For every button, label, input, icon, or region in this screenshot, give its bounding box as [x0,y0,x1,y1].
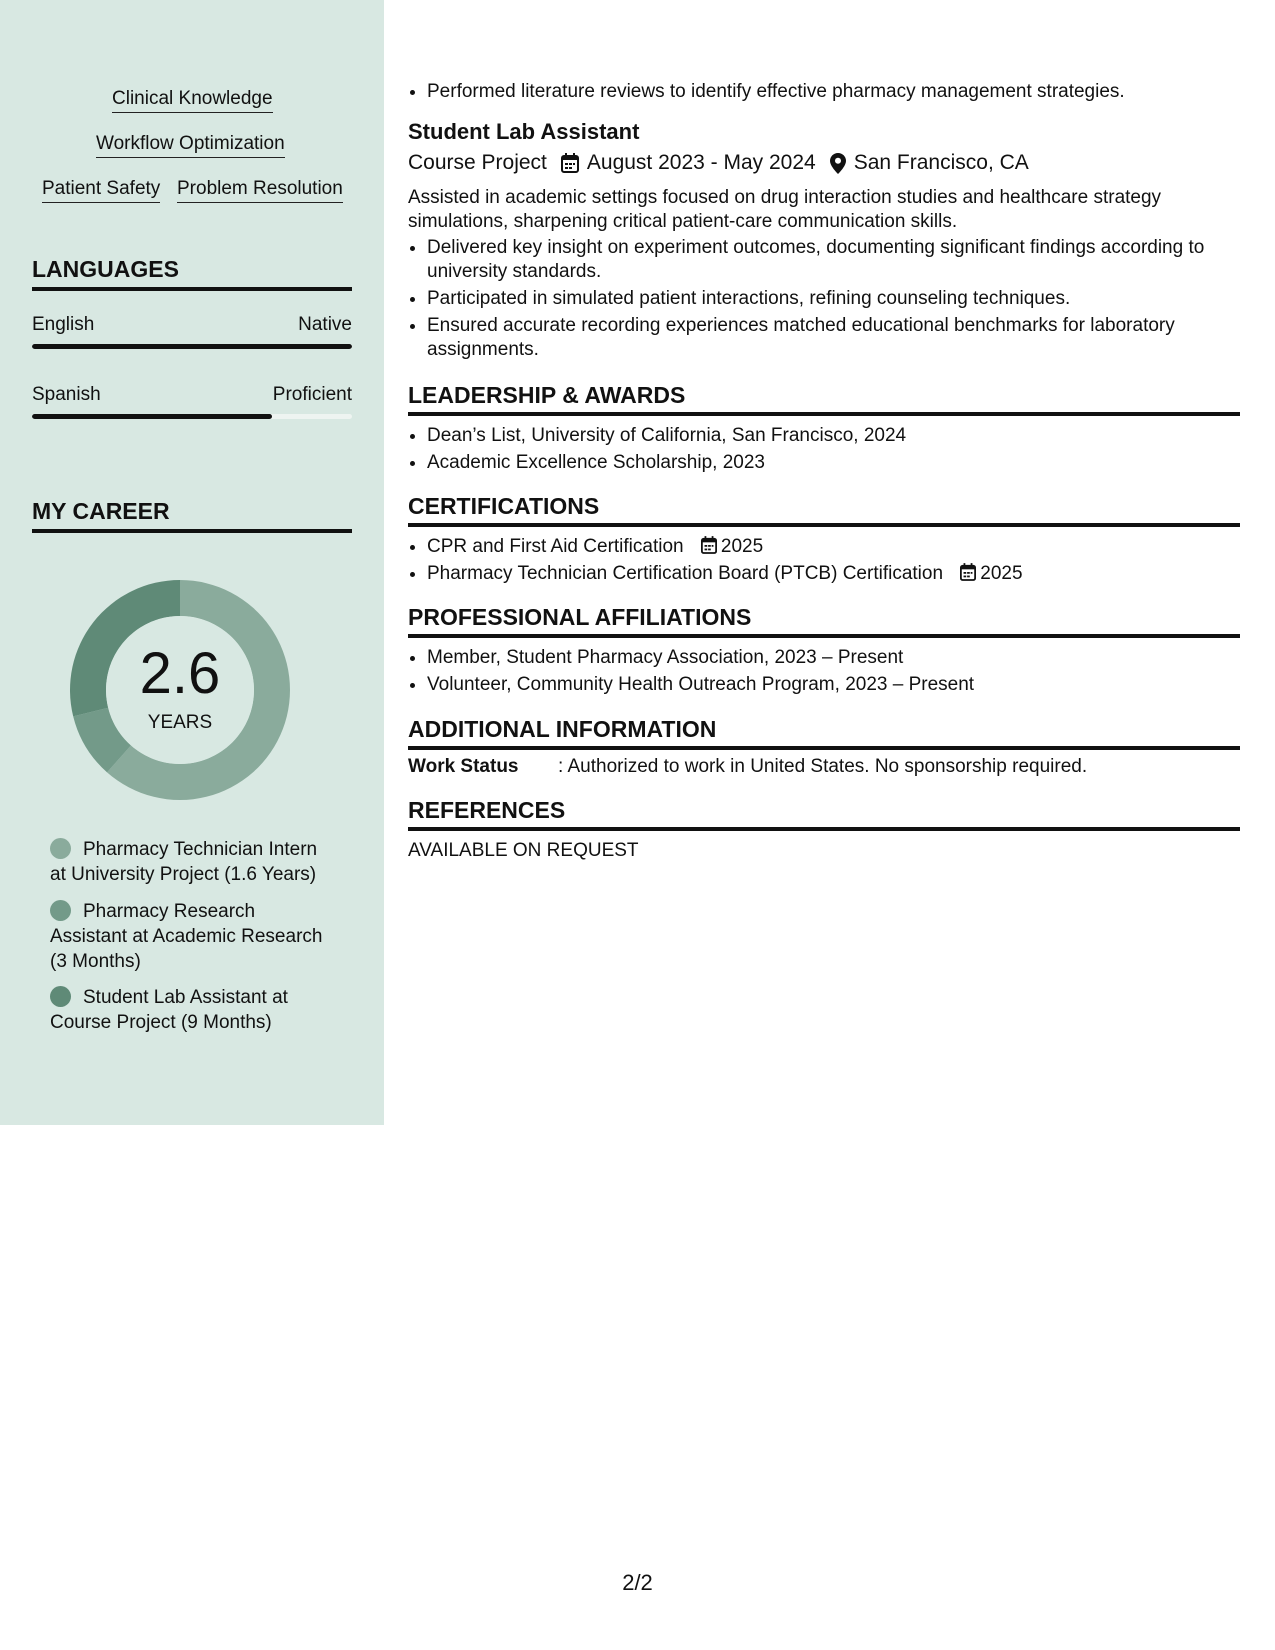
calendar-icon [561,153,579,173]
language-bar [32,344,352,349]
career-legend-label: Pharmacy Technician Intern at University Project (1.6 Years) [50,839,318,885]
job-meta [408,151,1029,175]
skill-tag: Workflow Optimization [96,133,285,158]
legend-dot [50,986,71,1007]
affiliations-list [408,646,1239,700]
certification-item [427,562,1239,586]
job-title: Student Lab Assistant [408,119,640,144]
references-heading: REFERENCES [408,797,1240,831]
certifications-heading: CERTIFICATIONS [408,493,1240,527]
affiliations-heading: PROFESSIONAL AFFILIATIONS [408,604,1240,638]
career-legend-item [50,985,330,1035]
language-level: Native [298,314,352,335]
certification-name: CPR and First Aid Certification [427,536,684,557]
career-heading: MY CAREER [32,498,352,533]
language-bar [32,414,352,419]
language-bar-fill [32,344,352,349]
certification-item [427,535,1239,559]
career-unit: YEARS [147,712,213,733]
career-legend-item [50,899,330,974]
language-name: English [32,314,95,335]
career-legend-item [50,837,330,887]
calendar-icon [960,563,976,581]
affiliation-item: • Volunteer, Community Health Outreach Program, 2023 – Present [427,673,1239,697]
skill-tag: Patient Safety [42,178,160,203]
bullet-item: • Participated in simulated patient interactions, refining counseling techniques. [427,287,1239,311]
languages-heading: LANGUAGES [32,256,352,291]
legend-dot [50,900,71,921]
language-row [32,384,352,406]
sidebar [0,0,384,1125]
job-org: Course Project [408,151,547,174]
language-bar-fill [32,414,272,419]
career-legend-label: Student Lab Assistant at Course Project (9 Months) [50,987,288,1033]
skill-tag: Clinical Knowledge [112,88,273,113]
career-total: 2.6 [139,641,221,706]
location-pin-icon [830,153,846,174]
language-name: Spanish [32,384,101,405]
certifications-list [408,535,1239,589]
career-legend-label: Pharmacy Research Assistant at Academic Research (3 Months) [50,901,323,972]
bullet-item: • Performed literature reviews to identify effective pharmacy management strategies. [427,80,1239,104]
certification-name: Pharmacy Technician Certification Board (PTCB) Certification [427,563,944,584]
award-item: • Dean’s List, University of California, San Francisco, 2024 [427,424,1239,448]
affiliation-item: • Member, Student Pharmacy Association, 2023 – Present [427,646,1239,670]
certification-year: 2025 [980,563,1023,584]
work-status [408,756,1087,778]
award-item: • Academic Excellence Scholarship, 2023 [427,451,1239,475]
language-row [32,314,352,336]
language-level: Proficient [272,384,352,405]
bullet-item: • Delivered key insight on experiment outcomes, documenting significant findings according to university standards. [427,236,1239,284]
work-status-label: Work Status [408,756,519,777]
job-dates: August 2023 - May 2024 [586,151,816,174]
awards-heading: LEADERSHIP & AWARDS [408,382,1240,416]
calendar-icon [701,536,717,554]
experience-bullets [408,80,1239,107]
awards-list [408,424,1239,478]
page-number: 2/2 [622,1570,653,1595]
additional-info-heading: ADDITIONAL INFORMATION [408,716,1240,750]
bullet-item: • Ensured accurate recording experiences matched educational benchmarks for laboratory assignments. [427,314,1239,362]
job-description: Assisted in academic settings focused on drug interaction studies and healthcare strategy simulations, sharpening critical patient-care communication skills. [408,187,1162,232]
certification-year: 2025 [720,536,764,557]
references-text: AVAILABLE ON REQUEST [408,840,639,861]
skill-tag: Problem Resolution [177,178,343,203]
job-bullets [408,236,1239,365]
job-location: San Francisco, CA [853,151,1029,174]
work-status-value: : Authorized to work in United States. No sponsorship required. [558,756,1088,777]
legend-dot [50,838,71,859]
